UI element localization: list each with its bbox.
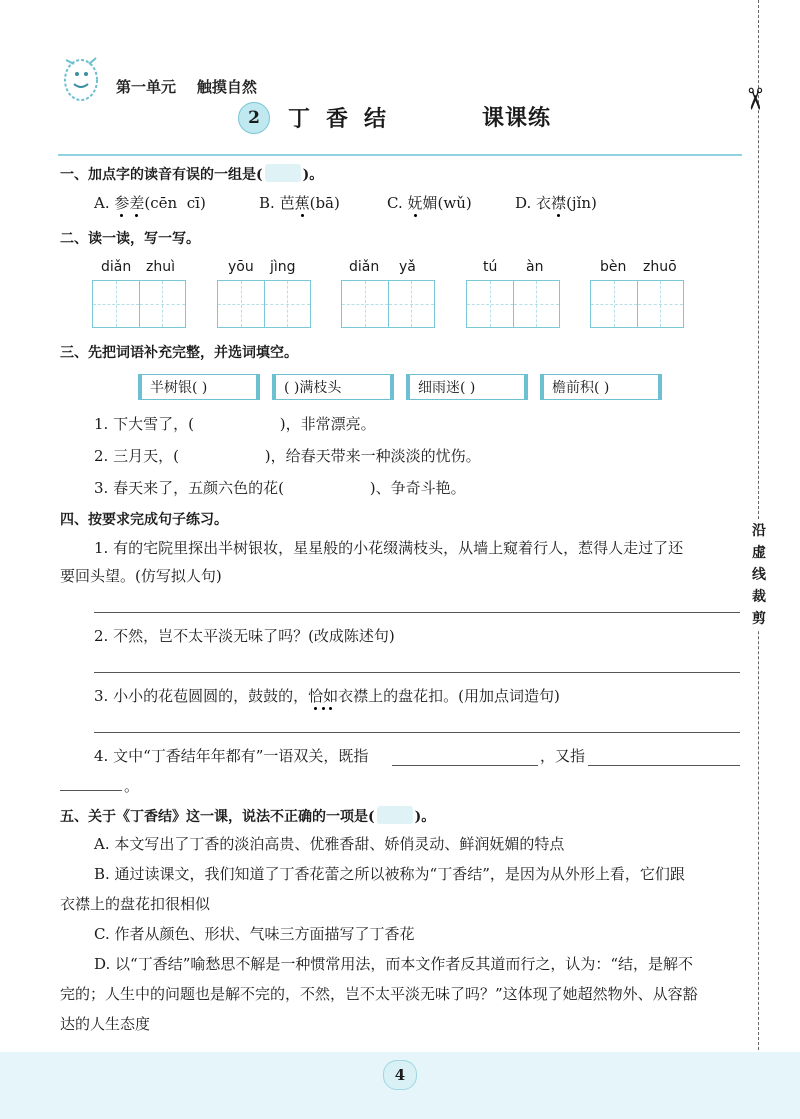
practice-label: 课课练 [482,105,552,131]
section5-option-b: B. 通过读课文，我们知道了丁香花蕾之所以被称为“丁香结”，是因为从外形上看，它们跟 [94,865,685,883]
answer-line[interactable] [94,732,740,733]
fill-blank[interactable] [392,765,538,766]
fill-blank[interactable] [60,790,122,791]
section3-item: 1. 下大雪了，( )，非常漂亮。 [94,415,376,433]
section1-title: 一、加点字的读音有误的一组是( )。 [60,164,323,184]
pinyin: zhuō [643,259,677,275]
section5-option-d: D. 以“丁香结”喻愁思不解是一种惯常用法，而本文作者反其道而行之，认为：“结，是解不 [94,955,694,973]
writing-grid[interactable] [466,280,560,328]
writing-grid[interactable] [590,280,684,328]
pinyin: àn [526,259,544,275]
section5-option-b-cont: 衣襟上的盘花扣很相似 [60,895,211,913]
fill-blank[interactable] [588,765,740,766]
writing-grid[interactable] [341,280,435,328]
section1-option-a: A. 参差(cēn cī) [94,194,206,212]
section2-title: 二、读一读，写一写。 [60,231,200,247]
pinyin: yǎ [399,259,416,275]
pinyin: diǎn [349,259,380,275]
section4-q4-end: 。 [124,777,140,795]
section4-q4-mid: ，又指 [540,747,586,765]
section5-option-d-cont: 完的；人生中的问题也是解不完的，不然，岂不太平淡无味了吗？”这体现了她超然物外、从容豁 [60,985,698,1003]
answer-box[interactable] [265,164,301,182]
section1-option-b: B. 芭蕉(bā) [259,194,340,212]
section4-q3: 3. 小小的花苞圆圆的，鼓鼓的，恰如衣襟上的盘花扣。(用加点词造句) [94,687,560,705]
answer-box[interactable] [377,806,413,824]
section1-option-d: D. 衣襟(jǐn) [515,194,597,212]
section4-q4: 4. 文中“丁香结年年都有”一语双关，既指 [94,747,369,765]
writing-grid[interactable] [217,280,311,328]
section4-title: 四、按要求完成句子练习。 [60,512,228,528]
word-box[interactable]: 檐前积( ) [540,374,662,400]
pinyin: diǎn [101,259,132,275]
pinyin: jìng [270,259,296,275]
pinyin: tú [483,259,498,275]
section5-option-d-cont2: 达的人生态度 [60,1015,151,1033]
answer-line[interactable] [94,612,740,613]
section3-item: 2. 三月天，( )，给春天带来一种淡淡的忧伤。 [94,447,481,465]
section5-title: 五、关于《丁香结》这一课，说法不正确的一项是( )。 [60,806,435,826]
decorative-figure-icon [56,50,106,106]
section4-q1: 1. 有的宅院里探出半树银妆，星星般的小花缀满枝头，从墙上窥着行人，惹得人走过了还 [94,539,684,557]
cut-label: 沿 虚 线 裁 剪 [750,520,768,630]
unit-title: 第一单元 触摸自然 [116,78,257,96]
pinyin: zhuì [146,259,175,275]
lesson-number-badge: 2 [238,102,270,134]
lesson-title: 丁香结 [288,106,403,132]
scissors-icon: ✂ [736,86,772,112]
word-box[interactable]: 半树银( ) [138,374,260,400]
writing-grid[interactable] [92,280,186,328]
answer-line[interactable] [94,672,740,673]
pinyin: bèn [600,259,627,275]
section3-title: 三、先把词语补充完整，并选词填空。 [60,345,298,361]
page-number: 4 [383,1060,417,1090]
word-box[interactable]: 细雨迷( ) [406,374,528,400]
section5-option-a: A. 本文写出了丁香的淡泊高贵、优雅香甜、娇俏灵动、鲜润妩媚的特点 [94,835,565,853]
section4-q1-cont: 要回头望。(仿写拟人句) [60,567,222,585]
pinyin: yōu [228,259,254,275]
header-divider [58,154,742,156]
word-box[interactable]: ( )满枝头 [272,374,394,400]
section5-option-c: C. 作者从颜色、形状、气味三方面描写了丁香花 [94,925,415,943]
section1-option-c: C. 妩媚(wǔ) [387,194,472,212]
dotted-word: 恰如 [308,687,339,705]
section3-item: 3. 春天来了，五颜六色的花( )、争奇斗艳。 [94,479,466,497]
section4-q2: 2. 不然，岂不太平淡无味了吗？(改成陈述句) [94,627,395,645]
